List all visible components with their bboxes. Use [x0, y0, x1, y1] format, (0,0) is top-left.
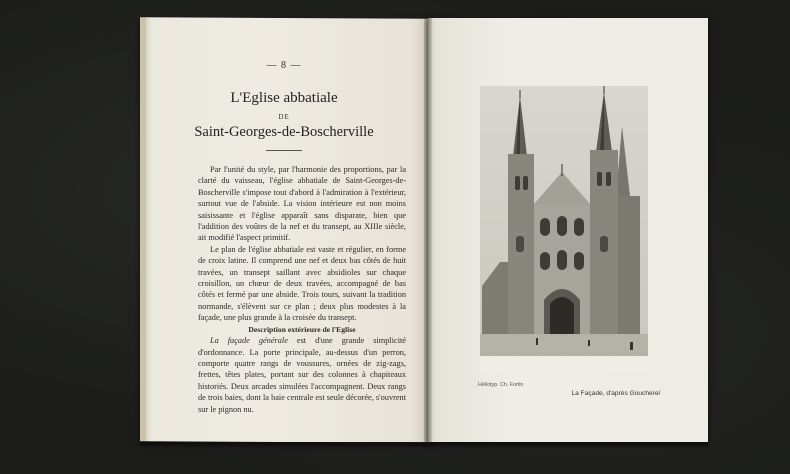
paragraph-2: Le plan de l'église abbatiale est vaste et régulier, en forme de croix latine. Il comprend une nef et deux bas côtés de huit travées, un transept saillant avec absidioles sur chaque croisillon, un chœur de deux travées, accompagné de bas côtés et fermé par une abside. Trois tours, suivant la tradition normande, s'élèvent sur ce plan ; deux plus modestes à la façade, une plus grande à la croisée du transept.	[198, 244, 406, 323]
page-number: — 8 —	[266, 60, 302, 71]
page-subtitle: Saint-Georges-de-Boscherville	[194, 124, 374, 140]
book-spine	[424, 18, 432, 442]
body-text	[198, 164, 406, 415]
paragraph-3	[198, 335, 406, 415]
page-shadow	[140, 442, 708, 448]
page-title: L'Eglise abbatiale	[230, 90, 338, 106]
title-rule	[266, 150, 302, 151]
illustration-caption: La Façade, d'après Goucherel	[571, 390, 660, 397]
title-connector: DE	[278, 113, 290, 121]
paragraph-1: Par l'unité du style, par l'harmonie des proportions, par la clarté du vaisseau, l'église abbatiale de Saint-Georges-de-Boscherville s'impose tout d'abord à l'admiration à l'extérieur, surtout vue de l'abside. La vision intérieure est non moins saisissante et l'église apparaît sans disparate, bien que l'addition des voûtes de la nef et du transept, au XIIIe siècle, ait modifié l'aspect primitif.	[198, 165, 406, 243]
paragraph-3-text: est d'une grande simplicité d'ordonnance. La porte principale, au-dessus d'un perron, comporte quatre rangs de voussures, ornées de zig-zags, frettes, têtes plates, portant sur des colonnes à chapiteaux historiés. Deux arcades simulées l'accompagnent. Deux rangs de trois baies, dont la baie centrale est seule décorée, s'ouvrent sur le pignon nu.	[198, 336, 406, 414]
section-heading: Description extérieure de l'Eglise	[248, 324, 356, 334]
paragraph-3-lead: La façade générale	[210, 336, 288, 346]
photo-credit: Héliotyp. Ch. Fortin	[478, 382, 524, 388]
open-booklet	[140, 14, 708, 446]
church-facade-illustration	[480, 86, 648, 374]
